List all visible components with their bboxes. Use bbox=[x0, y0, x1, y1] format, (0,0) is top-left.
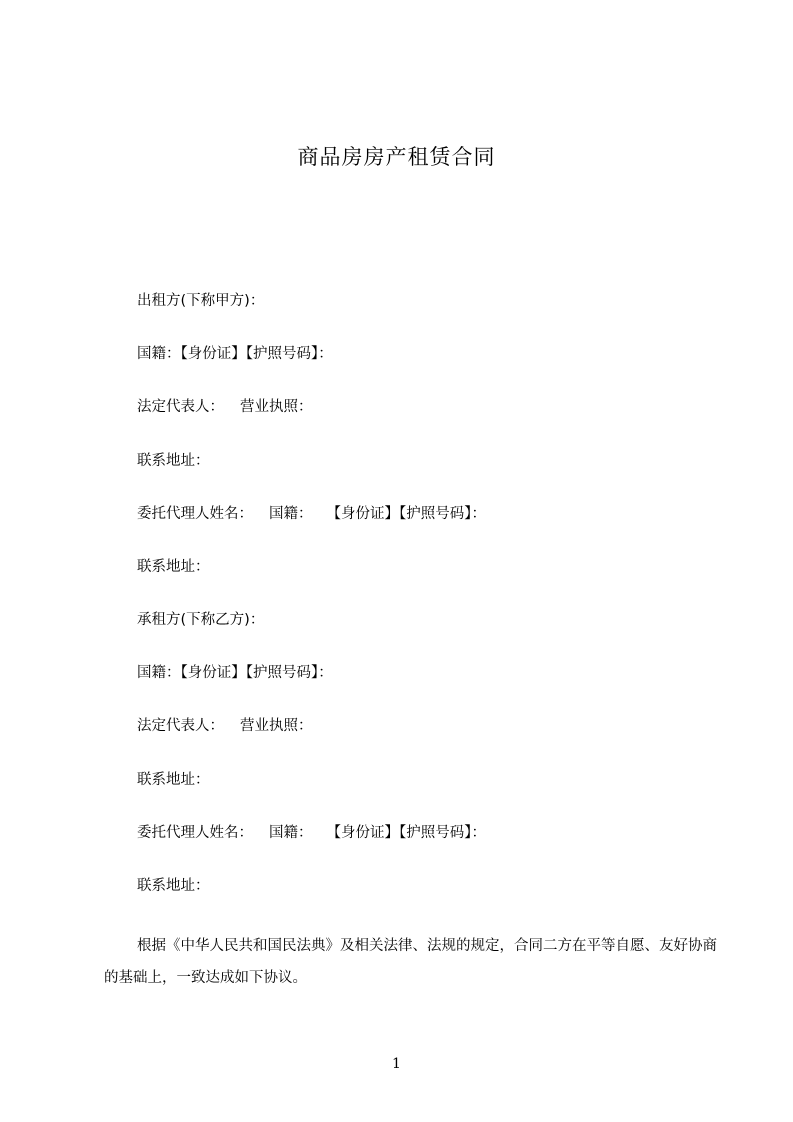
lessor-nationality-line: 国籍：【身份证】【护照号码】： bbox=[137, 346, 333, 362]
lessor-legal-rep-label: 法定代表人： bbox=[137, 399, 224, 415]
lessor-heading: 出租方(下称甲方)： bbox=[137, 293, 265, 309]
preamble-paragraph: 根据《中华人民共和国民法典》及相关法律、法规的规定，合同二方在平等自愿、友好协商的基础上，一致达成如下协议。 bbox=[104, 938, 717, 986]
lessee-address-line: 联系地址： bbox=[137, 772, 210, 788]
lessee-agent-name-label: 委托代理人姓名： bbox=[137, 825, 253, 841]
lessee-legal-rep-label: 法定代表人： bbox=[137, 718, 224, 734]
lessee-agent-nationality-label: 国籍： bbox=[269, 825, 313, 841]
lessor-license-label: 营业执照： bbox=[240, 399, 313, 415]
lessee-agent-id-label: 【身份证】【护照号码】： bbox=[326, 825, 486, 841]
lessor-agent-line bbox=[137, 504, 486, 524]
lessor-address-line: 联系地址： bbox=[137, 453, 210, 469]
lessor-agent-name-label: 委托代理人姓名： bbox=[137, 506, 253, 522]
lessee-nationality-line: 国籍：【身份证】【护照号码】： bbox=[137, 665, 333, 681]
document-title: 商品房房产租赁合同 bbox=[297, 145, 496, 169]
page-number: 1 bbox=[392, 1056, 401, 1072]
lessee-agent-line bbox=[137, 823, 486, 843]
lessor-legal-rep-line bbox=[137, 397, 313, 417]
lessee-heading: 承租方(下称乙方)： bbox=[137, 612, 265, 628]
lessee-agent-address-line: 联系地址： bbox=[137, 878, 210, 894]
lessee-license-label: 营业执照： bbox=[240, 718, 313, 734]
lessor-agent-id-label: 【身份证】【护照号码】： bbox=[326, 506, 486, 522]
lessor-agent-nationality-label: 国籍： bbox=[269, 506, 313, 522]
lessor-agent-address-line: 联系地址： bbox=[137, 559, 210, 575]
lessee-legal-rep-line bbox=[137, 716, 313, 736]
